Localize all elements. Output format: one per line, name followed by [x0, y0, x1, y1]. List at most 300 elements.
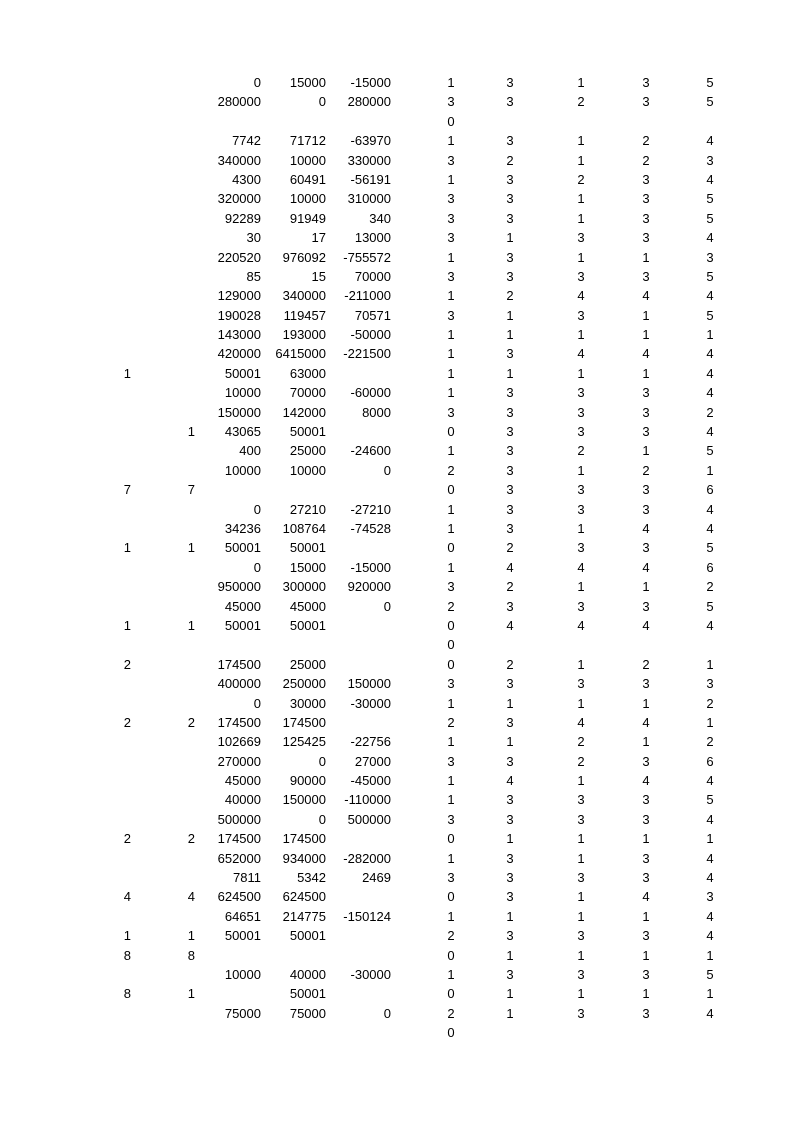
table-cell: 15000 — [289, 75, 326, 90]
table-cell: 1 — [447, 966, 455, 982]
table-cell: 102669 — [217, 734, 261, 750]
table-cell: 0 — [447, 889, 455, 905]
table-cell: -27210 — [350, 501, 391, 517]
table-cell: 2 — [642, 152, 650, 168]
table-cell: 2 — [706, 695, 714, 711]
table-cell: 3 — [506, 598, 514, 614]
table-cell: 2 — [506, 288, 514, 304]
table-cell: 0 — [447, 1025, 455, 1041]
table-cell: 5 — [706, 307, 714, 323]
table-cell: 50001 — [224, 928, 261, 944]
table-cell: 2 — [123, 656, 131, 672]
table-cell: 108764 — [282, 520, 326, 536]
table-cell: 3 — [506, 501, 514, 517]
table-cell: 1 — [447, 501, 455, 517]
table-cell: 624500 — [217, 889, 261, 905]
table-cell: 1 — [577, 210, 585, 226]
table-cell: 4 — [506, 617, 514, 633]
table-row — [0, 325, 800, 344]
table-cell: 1 — [706, 947, 714, 963]
table-cell: 1 — [706, 831, 714, 847]
table-cell: 70000 — [289, 385, 326, 401]
table-cell: 3 — [706, 889, 714, 905]
table-cell: 2 — [706, 734, 714, 750]
table-cell: 1 — [642, 908, 650, 924]
table-cell: 4 — [577, 346, 585, 362]
table-cell: 1 — [447, 171, 455, 187]
table-cell: -63970 — [350, 133, 391, 149]
table-cell: 3 — [506, 191, 514, 207]
table-cell: 7742 — [232, 133, 261, 149]
table-cell: 4 — [706, 773, 714, 789]
table-cell: 3 — [577, 482, 585, 498]
table-cell: 27210 — [289, 501, 326, 517]
table-cell: 3 — [577, 230, 585, 246]
table-cell: 142000 — [282, 404, 326, 420]
table-cell: 150000 — [217, 404, 261, 420]
table-cell: 3 — [642, 268, 650, 284]
table-cell: 3 — [577, 268, 585, 284]
table-cell: 4 — [642, 714, 650, 730]
table-cell: 3 — [506, 268, 514, 284]
table-row — [0, 73, 800, 92]
table-row — [0, 984, 800, 1003]
table-cell: 3 — [506, 94, 514, 110]
table-cell: 5 — [706, 792, 714, 808]
table-cell: 4 — [642, 520, 650, 536]
table-cell: 17 — [311, 230, 326, 246]
table-cell: 3 — [642, 850, 650, 866]
table-cell: 5 — [706, 75, 714, 90]
table-cell: 280000 — [217, 94, 261, 110]
table-cell: 1 — [577, 520, 585, 536]
table-cell: 40000 — [224, 792, 261, 808]
table-cell: 143000 — [217, 327, 261, 343]
table-cell: 1 — [577, 695, 585, 711]
table-cell: 1 — [706, 986, 714, 1002]
table-cell: 15000 — [289, 559, 326, 575]
table-row — [0, 849, 800, 868]
table-cell: 3 — [447, 676, 455, 692]
table-cell: 3 — [577, 540, 585, 556]
table-cell: 4 — [706, 365, 714, 381]
table-cell: -15000 — [350, 75, 391, 90]
table-cell: 330000 — [347, 152, 391, 168]
table-cell: 2 — [577, 443, 585, 459]
table-cell: 4 — [706, 133, 714, 149]
table-cell: 7 — [187, 482, 195, 498]
table-cell: 2 — [577, 734, 585, 750]
table-cell: 0 — [253, 75, 261, 90]
table-cell: 4 — [642, 288, 650, 304]
table-row — [0, 965, 800, 984]
table-cell: 4 — [187, 889, 195, 905]
table-row — [0, 92, 800, 111]
table-row — [0, 306, 800, 325]
table-cell: 4 — [706, 908, 714, 924]
table-cell: 92289 — [224, 210, 261, 226]
table-cell: 3 — [447, 404, 455, 420]
table-cell: 1 — [447, 288, 455, 304]
table-cell: 1 — [506, 307, 514, 323]
table-cell: 63000 — [289, 365, 326, 381]
table-cell: 2 — [447, 462, 455, 478]
table-cell: 400000 — [217, 676, 261, 692]
table-cell: 4 — [706, 1005, 714, 1021]
table-cell: 1 — [506, 986, 514, 1002]
table-cell: 1 — [642, 307, 650, 323]
table-cell: 0 — [447, 831, 455, 847]
table-cell: -221500 — [343, 346, 391, 362]
table-row — [0, 112, 800, 131]
table-cell: 3 — [577, 676, 585, 692]
table-cell: 4 — [706, 288, 714, 304]
table-cell: 1 — [577, 75, 585, 90]
table-cell: 2 — [123, 831, 131, 847]
table-cell: 1 — [506, 695, 514, 711]
table-cell: 340000 — [282, 288, 326, 304]
table-cell: 0 — [253, 695, 261, 711]
table-cell: -56191 — [350, 171, 391, 187]
table-cell: 5 — [706, 540, 714, 556]
table-cell: 3 — [506, 966, 514, 982]
table-cell: 1 — [577, 656, 585, 672]
table-cell: 50001 — [289, 540, 326, 556]
table-cell: 0 — [318, 753, 326, 769]
table-cell: 3 — [642, 210, 650, 226]
table-cell: 1 — [506, 230, 514, 246]
table-cell: 3 — [447, 579, 455, 595]
table-cell: 1 — [577, 133, 585, 149]
table-row — [0, 907, 800, 926]
table-cell: 3 — [506, 753, 514, 769]
table-cell: 5 — [706, 268, 714, 284]
table-cell: 150000 — [347, 676, 391, 692]
table-row — [0, 790, 800, 809]
table-cell: 3 — [506, 792, 514, 808]
table-cell: 4 — [706, 811, 714, 827]
table-row — [0, 228, 800, 247]
table-cell: 220520 — [217, 249, 261, 265]
table-cell: 3 — [447, 152, 455, 168]
table-cell: 2 — [642, 133, 650, 149]
table-cell: 2 — [706, 579, 714, 595]
table-cell: 174500 — [217, 656, 261, 672]
table-row — [0, 519, 800, 538]
table-cell: 129000 — [217, 288, 261, 304]
table-cell: 2 — [506, 656, 514, 672]
table-cell: -282000 — [343, 850, 391, 866]
table-cell: 420000 — [217, 346, 261, 362]
table-cell: 3 — [642, 501, 650, 517]
table-cell: 1 — [642, 831, 650, 847]
table-cell: 4 — [577, 288, 585, 304]
table-cell: 3 — [642, 792, 650, 808]
table-cell: 3 — [642, 540, 650, 556]
table-cell: -150124 — [343, 908, 391, 924]
table-cell: 25000 — [289, 656, 326, 672]
table-cell: 1 — [447, 443, 455, 459]
table-cell: 34236 — [224, 520, 261, 536]
table-cell: 40000 — [289, 966, 326, 982]
table-cell: 3 — [577, 385, 585, 401]
table-cell: 6415000 — [275, 346, 326, 362]
table-cell: 4 — [706, 870, 714, 886]
table-cell: 4 — [706, 171, 714, 187]
table-cell: 3 — [506, 424, 514, 440]
table-cell: 3 — [577, 1005, 585, 1021]
table-cell: 5 — [706, 210, 714, 226]
table-cell: 1 — [642, 695, 650, 711]
table-cell: 4 — [577, 559, 585, 575]
table-cell: 1 — [123, 540, 131, 556]
table-cell: 1 — [506, 1005, 514, 1021]
table-cell: 5342 — [297, 870, 326, 886]
table-cell: 1 — [577, 579, 585, 595]
table-cell: 3 — [642, 171, 650, 187]
table-row — [0, 597, 800, 616]
table-cell: 3 — [447, 753, 455, 769]
table-cell: 1 — [447, 773, 455, 789]
table-cell: 1 — [447, 792, 455, 808]
table-cell: 4300 — [232, 171, 261, 187]
table-cell: 3 — [642, 870, 650, 886]
table-row — [0, 344, 800, 363]
table-cell: 3 — [642, 482, 650, 498]
table-cell: 300000 — [282, 579, 326, 595]
table-cell: 3 — [577, 811, 585, 827]
table-row — [0, 752, 800, 771]
table-cell: 1 — [447, 133, 455, 149]
table-cell: 1 — [642, 327, 650, 343]
table-cell: 13000 — [354, 230, 391, 246]
table-cell: 1 — [187, 986, 195, 1002]
table-cell: 0 — [383, 1005, 391, 1021]
table-cell: 3 — [642, 811, 650, 827]
table-cell: 1 — [577, 831, 585, 847]
table-cell: 50001 — [289, 986, 326, 1002]
table-cell: 3 — [447, 94, 455, 110]
table-cell: 3 — [577, 404, 585, 420]
table-row — [0, 383, 800, 402]
table-cell: 1 — [506, 365, 514, 381]
table-cell: -110000 — [344, 792, 391, 808]
table-cell: 1 — [506, 734, 514, 750]
table-cell: 3 — [577, 870, 585, 886]
table-cell: 3 — [506, 443, 514, 459]
table-cell: 500000 — [217, 811, 261, 827]
table-cell: 3 — [642, 404, 650, 420]
table-cell: 91949 — [289, 210, 326, 226]
table-cell: 0 — [447, 986, 455, 1002]
table-row — [0, 422, 800, 441]
table-row — [0, 577, 800, 596]
table-cell: 270000 — [217, 753, 261, 769]
table-cell: 90000 — [289, 773, 326, 789]
table-row — [0, 616, 800, 635]
table-cell: 1 — [447, 327, 455, 343]
table-cell: 174500 — [217, 714, 261, 730]
table-cell: 920000 — [347, 579, 391, 595]
table-cell: 2 — [577, 171, 585, 187]
table-row — [0, 771, 800, 790]
table-cell: 1 — [577, 327, 585, 343]
table-cell: 4 — [706, 230, 714, 246]
table-cell: 5 — [706, 598, 714, 614]
table-row — [0, 170, 800, 189]
table-cell: 0 — [253, 559, 261, 575]
table-cell: 2469 — [362, 870, 391, 886]
table-cell: 1 — [123, 617, 131, 633]
table-cell: 10000 — [224, 462, 261, 478]
table-cell: 976092 — [282, 249, 326, 265]
table-row — [0, 829, 800, 848]
table-cell: 4 — [706, 346, 714, 362]
table-cell: 3 — [506, 385, 514, 401]
table-cell: 3 — [506, 249, 514, 265]
table-cell: 43065 — [224, 424, 261, 440]
table-cell: 1 — [706, 462, 714, 478]
table-cell: 1 — [447, 850, 455, 866]
table-cell: 3 — [506, 676, 514, 692]
table-cell: 1 — [123, 928, 131, 944]
table-row — [0, 694, 800, 713]
table-cell: 10000 — [289, 191, 326, 207]
table-cell: -74528 — [350, 520, 391, 536]
table-cell: 10000 — [224, 966, 261, 982]
table-cell: 1 — [642, 734, 650, 750]
table-cell: 3 — [506, 520, 514, 536]
table-cell: 3 — [506, 171, 514, 187]
table-cell: -50000 — [350, 327, 391, 343]
table-cell: 3 — [506, 870, 514, 886]
table-cell: 1 — [187, 424, 195, 440]
table-cell: 3 — [447, 307, 455, 323]
table-cell: 1 — [642, 365, 650, 381]
table-cell: 250000 — [282, 676, 326, 692]
table-cell: 1 — [577, 249, 585, 265]
table-row — [0, 538, 800, 557]
table-row — [0, 131, 800, 150]
table-cell: 1 — [447, 75, 455, 90]
table-cell: 652000 — [217, 850, 261, 866]
table-cell: 4 — [706, 520, 714, 536]
table-cell: 174500 — [217, 831, 261, 847]
table-cell: 1 — [187, 540, 195, 556]
table-cell: 10000 — [289, 152, 326, 168]
table-cell: 2 — [447, 714, 455, 730]
table-cell: 3 — [642, 598, 650, 614]
table-row — [0, 810, 800, 829]
table-row — [0, 248, 800, 267]
table-cell: 3 — [577, 424, 585, 440]
table-cell: 3 — [447, 210, 455, 226]
table-cell: 2 — [506, 152, 514, 168]
table-cell: 1 — [577, 850, 585, 866]
table-row — [0, 209, 800, 228]
table-cell: 4 — [706, 424, 714, 440]
table-cell: 71712 — [289, 133, 326, 149]
table-cell: 4 — [577, 617, 585, 633]
table-cell: 50001 — [224, 365, 261, 381]
table-cell: 30 — [246, 230, 261, 246]
table-row — [0, 189, 800, 208]
table-row — [0, 887, 800, 906]
table-cell: 0 — [447, 656, 455, 672]
table-cell: 1 — [706, 714, 714, 730]
table-cell: 3 — [506, 133, 514, 149]
table-cell: 190028 — [217, 307, 261, 323]
table-cell: 3 — [642, 966, 650, 982]
table-cell: 2 — [642, 462, 650, 478]
table-cell: 2 — [447, 598, 455, 614]
table-cell: -30000 — [350, 966, 391, 982]
table-cell: 3 — [642, 753, 650, 769]
table-cell: -15000 — [350, 559, 391, 575]
table-cell: 6 — [706, 753, 714, 769]
table-cell: 4 — [123, 889, 131, 905]
table-cell: 7811 — [233, 870, 261, 886]
table-cell: 45000 — [289, 598, 326, 614]
table-row — [0, 364, 800, 383]
table-cell: 0 — [447, 113, 455, 129]
table-cell: -30000 — [350, 695, 391, 711]
table-cell: 3 — [447, 230, 455, 246]
table-row — [0, 403, 800, 422]
table-cell: 3 — [506, 482, 514, 498]
table-cell: 10000 — [289, 462, 326, 478]
table-cell: 2 — [577, 753, 585, 769]
table-cell: 340000 — [217, 152, 261, 168]
table-cell: 1 — [577, 773, 585, 789]
table-cell: 3 — [577, 501, 585, 517]
table-cell: 4 — [706, 617, 714, 633]
table-cell: 624500 — [282, 889, 326, 905]
table-cell: 4 — [642, 773, 650, 789]
table-cell: 2 — [187, 714, 195, 730]
table-row — [0, 732, 800, 751]
table-cell: 1 — [642, 947, 650, 963]
table-cell: 10000 — [224, 385, 261, 401]
table-cell: 15 — [311, 268, 326, 284]
table-cell: 320000 — [217, 191, 261, 207]
table-cell: 4 — [706, 385, 714, 401]
table-cell: 1 — [642, 249, 650, 265]
table-cell: 119457 — [283, 307, 326, 323]
table-cell: 500000 — [347, 811, 391, 827]
table-row — [0, 713, 800, 732]
table-cell: 1 — [123, 365, 131, 381]
table-cell: 0 — [447, 540, 455, 556]
table-cell: 50001 — [289, 424, 326, 440]
table-cell: 3 — [577, 966, 585, 982]
table-cell: 2 — [447, 928, 455, 944]
table-cell: 340 — [369, 210, 391, 226]
table-cell: 2 — [506, 579, 514, 595]
table-cell: 70571 — [354, 307, 391, 323]
table-row — [0, 946, 800, 965]
table-cell: 50001 — [289, 928, 326, 944]
table-cell: 1 — [642, 579, 650, 595]
table-cell: 1 — [506, 908, 514, 924]
table-cell: 27000 — [354, 753, 391, 769]
table-cell: 3 — [577, 792, 585, 808]
table-cell: 3 — [642, 928, 650, 944]
table-cell: 1 — [706, 656, 714, 672]
table-cell: 3 — [642, 94, 650, 110]
table-cell: 3 — [506, 346, 514, 362]
table-cell: 1 — [447, 520, 455, 536]
